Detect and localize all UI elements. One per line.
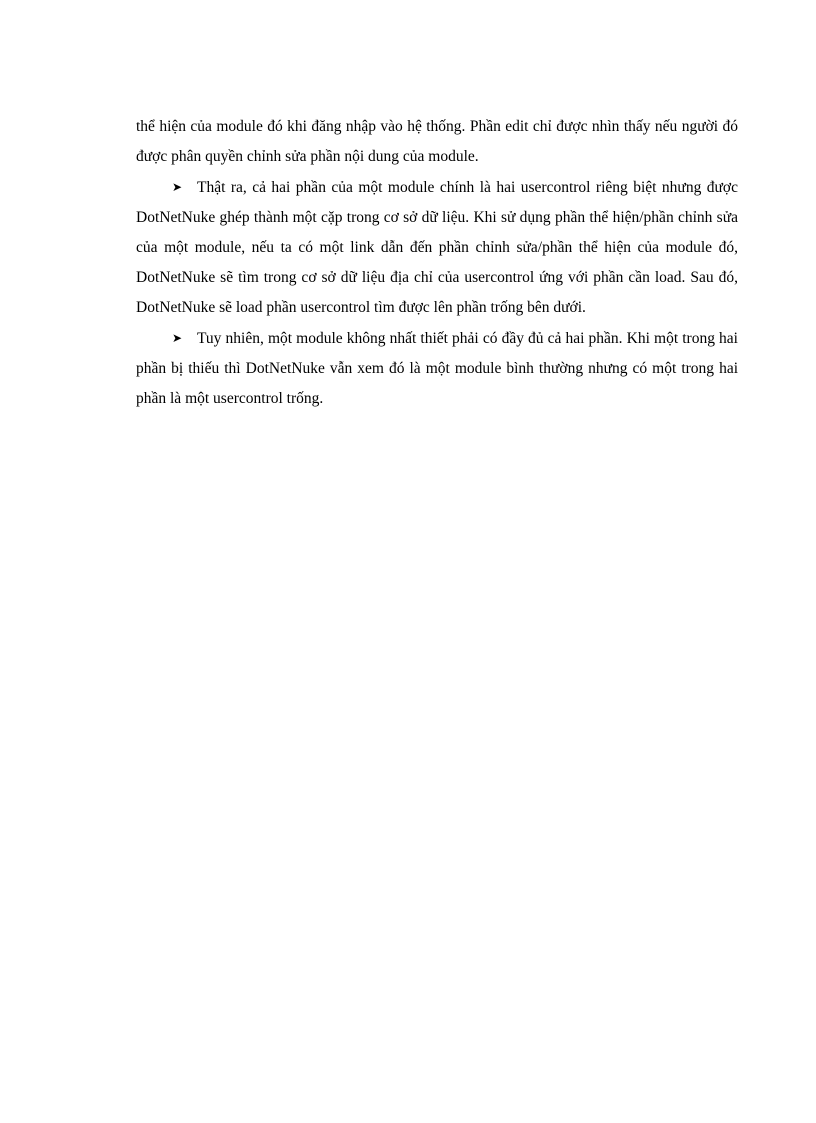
arrowhead-bullet-icon: ➤ bbox=[172, 331, 183, 345]
bullet-paragraph-optional-parts bbox=[136, 323, 738, 414]
paragraph-intro bbox=[136, 112, 738, 172]
paragraph-text: thể hiện của module đó khi đăng nhập vào hệ thống. Phần edit chỉ được nhìn thấy nếu người đó được phân quyền chỉnh sửa phần nội dung của module. bbox=[136, 118, 738, 165]
document-body bbox=[136, 112, 738, 414]
paragraph-text: Tuy nhiên, một module không nhất thiết phải có đầy đủ cả hai phần. Khi một trong hai phần bị thiếu thì DotNetNuke vẫn xem đó là một module bình thường nhưng có một trong hai phần là một usercontrol trống. bbox=[136, 330, 738, 407]
paragraph-text: Thật ra, cả hai phần của một module chính là hai usercontrol riêng biệt nhưng được DotNetNuke ghép thành một cặp trong cơ sở dữ liệu. Khi sử dụng phần thể hiện/phần chỉnh sửa của một module, nếu ta có một link dẫn đến phần chỉnh sửa/phần thể hiện của module đó, DotNetNuke sẽ tìm trong cơ sở dữ liệu địa chỉ của usercontrol ứng với phần cần load. Sau đó, DotNetNuke sẽ load phần usercontrol tìm được lên phần trống bên dưới. bbox=[136, 179, 738, 316]
bullet-paragraph-usercontrol-pair bbox=[136, 172, 738, 323]
arrowhead-bullet-icon: ➤ bbox=[172, 180, 183, 194]
